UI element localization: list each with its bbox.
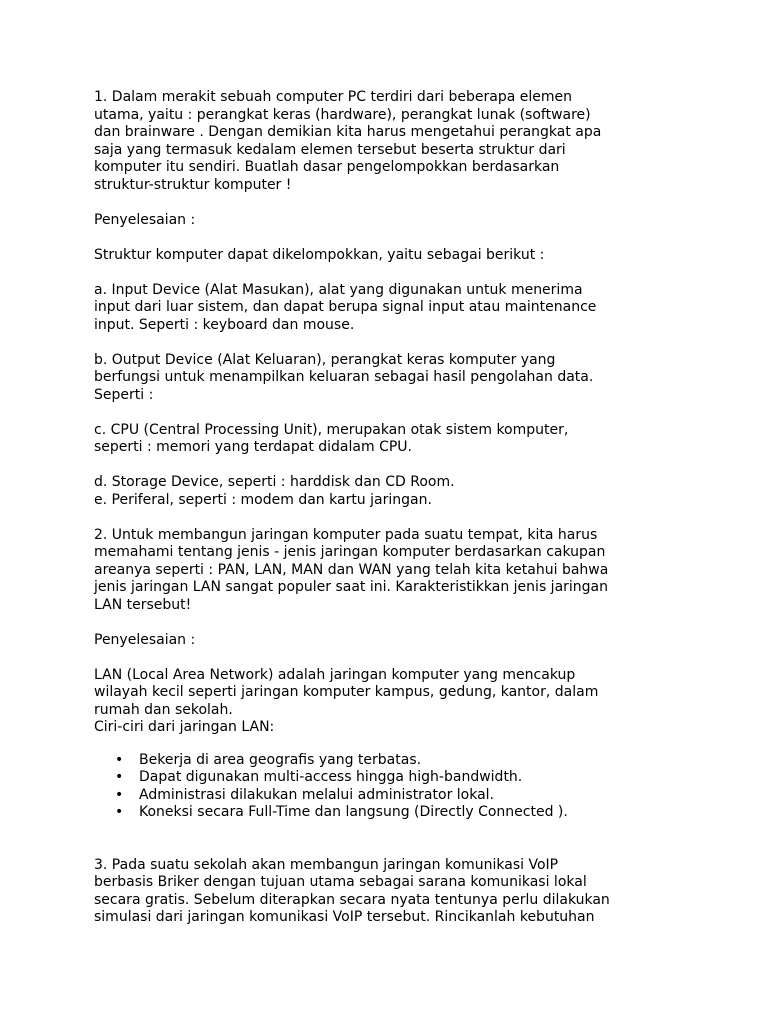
question-1-item-d: d. Storage Device, seperti : harddisk dan CD Room. [94, 474, 455, 490]
list-item: • Dapat digunakan multi-access hingga high-bandwidth. [139, 769, 684, 787]
question-1-text: 1. Dalam merakit sebuah computer PC terdiri dari beberapa elemen utama, yaitu : perangkat keras (hardware), perangkat lunak (software) dan brainware . Dengan demikian kita harus mengetahui perangkat apa saja yang termasuk kedalam elemen tersebut beserta struktur dari komputer itu sendiri. Buatlah dasar pengelompokkan berdasarkan struktur-struktur komputer ! [94, 89, 602, 193]
question-1-item-c: c. CPU (Central Processing Unit), merupakan otak sistem komputer, seperti : memori yang terdapat didalam CPU. [94, 421, 569, 455]
list-item: • Administrasi dilakukan melalui administrator lokal. [139, 787, 684, 805]
question-1-item-b: b. Output Device (Alat Keluaran), perangkat keras komputer yang berfungsi untuk menampilkan keluaran sebagai hasil pengolahan data. Seperti : [94, 351, 594, 403]
list-item: • Bekerja di area geografis yang terbatas. [139, 752, 684, 770]
list-item: • Koneksi secara Full-Time dan langsung (Directly Connected ). [139, 804, 684, 822]
question-2-solution-label: Penyelesaian : [94, 631, 196, 648]
question-1-intro: Struktur komputer dapat dikelompokkan, yaitu sebagai berikut : [94, 246, 545, 263]
question-2-text: 2. Untuk membangun jaringan komputer pada suatu tempat, kita harus memahami tentang jenis - jenis jaringan komputer berdasarkan cakupan areanya seperti : PAN, LAN, MAN dan WAN yang telah kita ketahui bahwa jenis jaringan LAN sangat populer saat ini. Karakteristikkan jenis jaringan LAN tersebut! [94, 526, 609, 613]
lan-characteristics-label: Ciri-ciri dari jaringan LAN: [94, 719, 275, 735]
question-1-solution-label: Penyelesaian : [94, 211, 196, 228]
question-1-item-e: e. Periferal, seperti : modem dan kartu jaringan. [94, 491, 432, 508]
section-spacer [94, 822, 684, 857]
lan-definition: LAN (Local Area Network) adalah jaringan komputer yang mencakup wilayah kecil seperti jaringan komputer kampus, gedung, kantor, dalam rumah dan sekolah. [94, 666, 599, 718]
lan-characteristics-list [94, 752, 684, 822]
question-3-text: 3. Pada suatu sekolah akan membangun jaringan komunikasi VoIP berbasis Briker dengan tujuan utama sebagai sarana komunikasi lokal secara gratis. Sebelum diterapkan secara nyata tentunya perlu dilakukan simulasi dari jaringan komunikasi VoIP tersebut. Rincikanlah kebutuhan [94, 856, 610, 925]
question-1-item-a: a. Input Device (Alat Masukan), alat yang digunakan untuk menerima input dari luar sistem, dan dapat berupa signal input atau maintenance input. Seperti : keyboard dan mouse. [94, 281, 597, 333]
document-content [94, 89, 684, 927]
